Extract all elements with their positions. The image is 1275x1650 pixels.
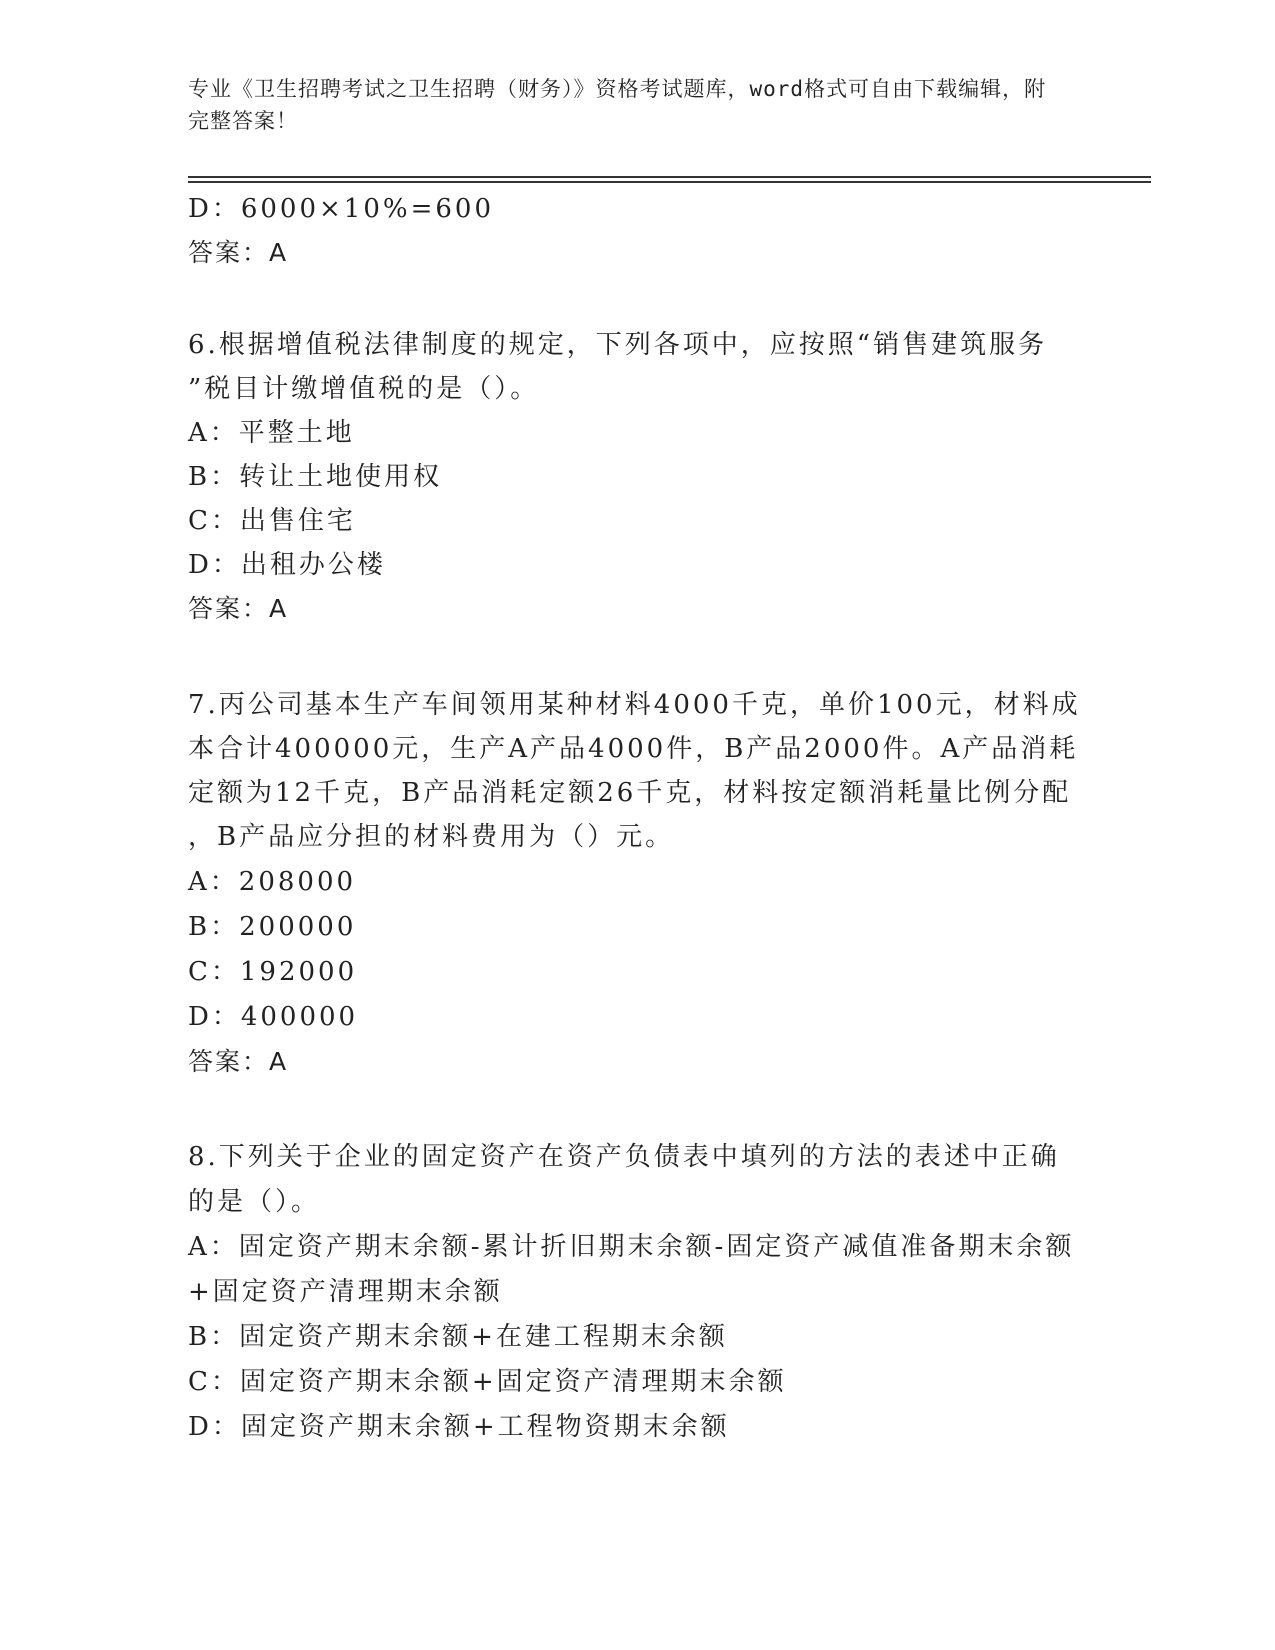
q7-option-d: D：400000 (188, 1002, 359, 1032)
q8-option-a-line2: +固定资产清理期末余额 (188, 1277, 503, 1307)
q6-option-c: C：出售住宅 (188, 506, 356, 536)
q6-answer: 答案：A (188, 594, 289, 623)
q6-stem-line1: 6.根据增值税法律制度的规定，下列各项中，应按照“销售建筑服务 (188, 330, 1048, 360)
q7-stem-line3: 定额为12千克，B产品消耗定额26千克，材料按定额消耗量比例分配 (188, 778, 1072, 808)
q7-option-b: B：200000 (188, 912, 357, 942)
q6-option-b: B：转让土地使用权 (188, 462, 443, 492)
header-rule-top (188, 176, 1151, 178)
document-header: 专业《卫生招聘考试之卫生招聘（财务）》资格考试题库，word格式可自由下载编辑，附完整答案！ (188, 77, 1047, 133)
q7-option-a: A：208000 (188, 867, 357, 897)
q8-option-c: C：固定资产期末余额+固定资产清理期末余额 (188, 1367, 787, 1397)
q8-option-b: B：固定资产期末余额+在建工程期末余额 (188, 1322, 728, 1352)
q7-stem-line1: 7.丙公司基本生产车间领用某种材料4000千克，单价100元，材料成 (188, 690, 1081, 720)
q8-stem-line1: 8.下列关于企业的固定资产在资产负债表中填列的方法的表述中正确 (188, 1142, 1060, 1172)
q7-stem-line4: ，B产品应分担的材料费用为（）元。 (188, 822, 675, 852)
q8-stem-line2: 的是（）。 (188, 1187, 321, 1217)
q7-option-c: C：192000 (188, 957, 358, 987)
q8-option-a-line1: A：固定资产期末余额-累计折旧期末余额-固定资产减值准备期末余额 (188, 1232, 1075, 1262)
q5-answer: 答案：A (188, 238, 289, 267)
q6-option-d: D：出租办公楼 (188, 550, 386, 580)
q5-option-d: D：6000×10%=600 (188, 194, 494, 224)
q8-option-d: D：固定资产期末余额+工程物资期末余额 (188, 1412, 730, 1442)
q6-option-a: A：平整土地 (188, 418, 355, 448)
header-rule-bottom (188, 181, 1151, 183)
q6-stem-line2: ”税目计缴增值税的是（）。 (188, 374, 540, 404)
q7-stem-line2: 本合计400000元，生产A产品4000件，B产品2000件。A产品消耗 (188, 734, 1079, 764)
q7-answer: 答案：A (188, 1047, 289, 1076)
